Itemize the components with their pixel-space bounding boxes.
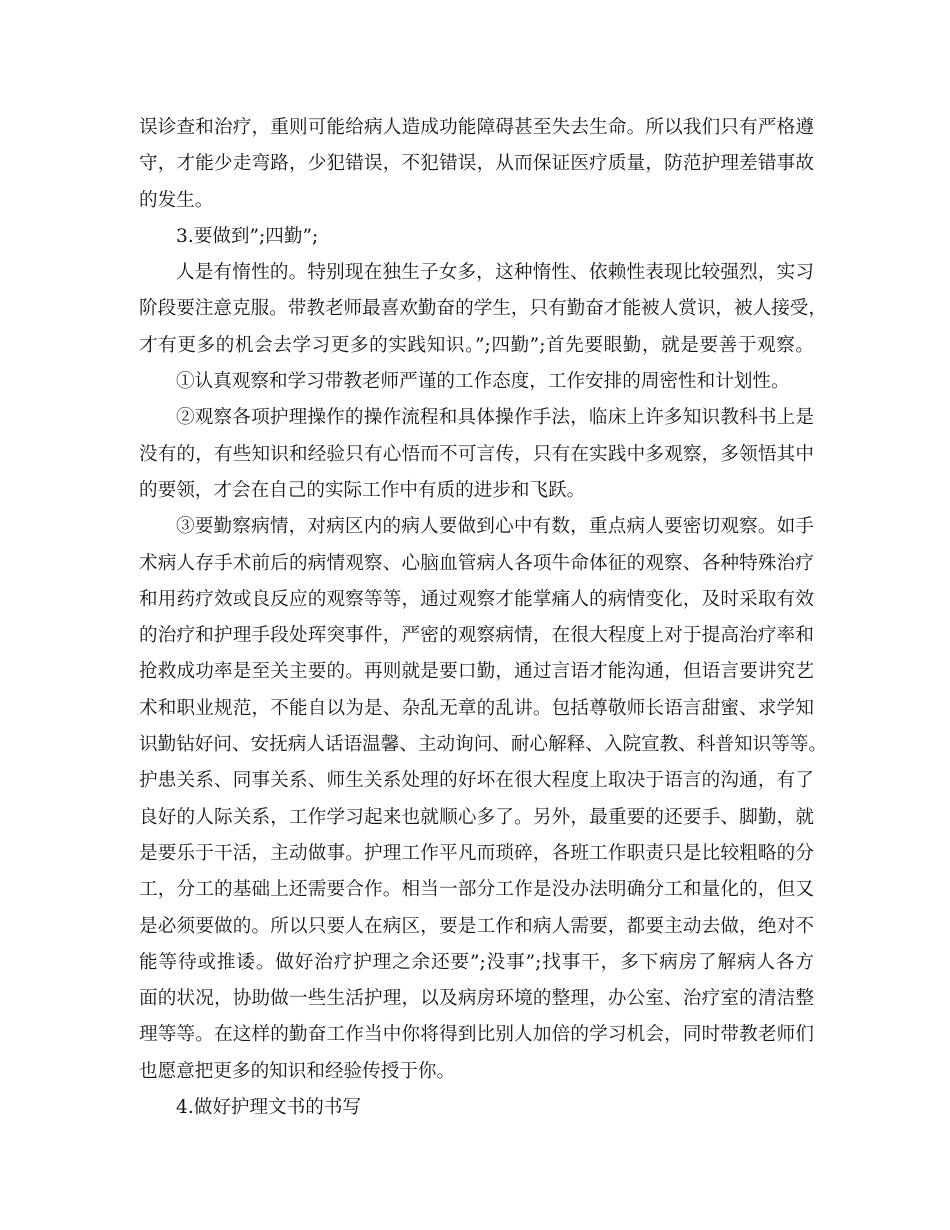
text-line: 护患关系、同事关系、师生关系处理的好坏在很大程度上取决于语言的沟通，有了 xyxy=(139,770,814,792)
text-line: 没有的，有些知识和经验只有心悟而不可言传，只有在实践中多观察，多领悟其中 xyxy=(139,443,814,465)
text-line: 人是有惰性的。特别现在独生子女多，这种惰性、依赖性表现比较强烈，实习 xyxy=(176,262,814,284)
text-line: 4.做好护理文书的书写 xyxy=(176,1097,362,1119)
text-line: 守，才能少走弯路，少犯错误，不犯错误，从而保证医疗质量，防范护理差错事故 xyxy=(139,153,814,175)
text-line: ②观察各项护理操作的操作流程和具体操作手法，临床上许多知识教科书上是 xyxy=(176,407,814,429)
text-line: 是要乐于干活，主动做事。护理工作平凡而琐碎，各班工作职责只是比较粗略的分 xyxy=(139,842,814,864)
text-line: 和用药疗效或良反应的观察等等，通过观察才能掌痛人的病情变化，及时采取有效 xyxy=(139,588,814,610)
text-line: 是必须要做的。所以只要人在病区，要是工作和病人需要，都要主动去做，绝对不 xyxy=(139,915,814,937)
document-body-text xyxy=(139,110,827,1126)
text-line: 3.要做到”;四勤”; xyxy=(176,225,319,247)
text-line: ①认真观察和学习带教老师严谨的工作态度，工作安排的周密性和计划性。 xyxy=(176,371,790,393)
text-line: 术和职业规范，不能自以为是、杂乱无章的乱讲。包括尊敬师长语言甜蜜、求学知 xyxy=(139,697,814,719)
text-line: 术病人存手术前后的病情观察、心脑血管病人各项牛命体征的观察、各种特殊治疗 xyxy=(139,552,814,574)
text-line: 工，分工的基础上还需要合作。相当一部分工作是没办法明确分工和量化的，但又 xyxy=(139,879,814,901)
text-line: 识勤钻好问、安抚病人话语温馨、主动询问、耐心解释、入院宣教、科普知识等等。 xyxy=(139,734,827,756)
text-line: 的发生。 xyxy=(139,189,214,211)
text-line: ③要勤察病情，对病区内的病人要做到心中有数，重点病人要密切观察。如手 xyxy=(176,516,814,538)
text-line: 也愿意把更多的知识和经验传授于你。 xyxy=(139,1060,456,1082)
text-line: 的治疗和护理手段处珲突事件，严密的观察病情，在很大程度上对于提高治疗率和 xyxy=(139,625,814,647)
text-line: 抢救成功率是至关主要的。再则就是要口勤，通过言语才能沟通，但语言要讲究艺 xyxy=(139,661,814,683)
text-line: 才有更多的机会去学习更多的实践知识。”;四勤”;首先要眼勤，就是要善于观察。 xyxy=(139,334,814,356)
text-line: 误诊查和治疗，重则可能给病人造成功能障碍甚至失去生命。所以我们只有严格遵 xyxy=(139,117,814,138)
text-line: 理等等。在这样的勤奋工作当中你将得到比别人加倍的学习机会，同时带教老师们 xyxy=(139,1024,814,1046)
text-line: 的要领，才会在自己的实际工作中有质的进步和飞跃。 xyxy=(139,479,586,501)
text-line: 良好的人际关系，工作学习起来也就顺心多了。另外，最重要的还要手、脚勤，就 xyxy=(139,806,814,828)
text-line: 面的状况，协助做一些生活护理，以及病房环境的整理，办公室、治疗室的清洁整 xyxy=(139,988,814,1010)
text-line: 阶段要注意克服。带教老师最喜欢勤奋的学生，只有勤奋才能被人赏识，被人接受， xyxy=(139,298,827,320)
text-line: 能等待或推诿。做好治疗护理之余还要”;没事”;找事干，多下病房了解病人各方 xyxy=(139,951,814,973)
